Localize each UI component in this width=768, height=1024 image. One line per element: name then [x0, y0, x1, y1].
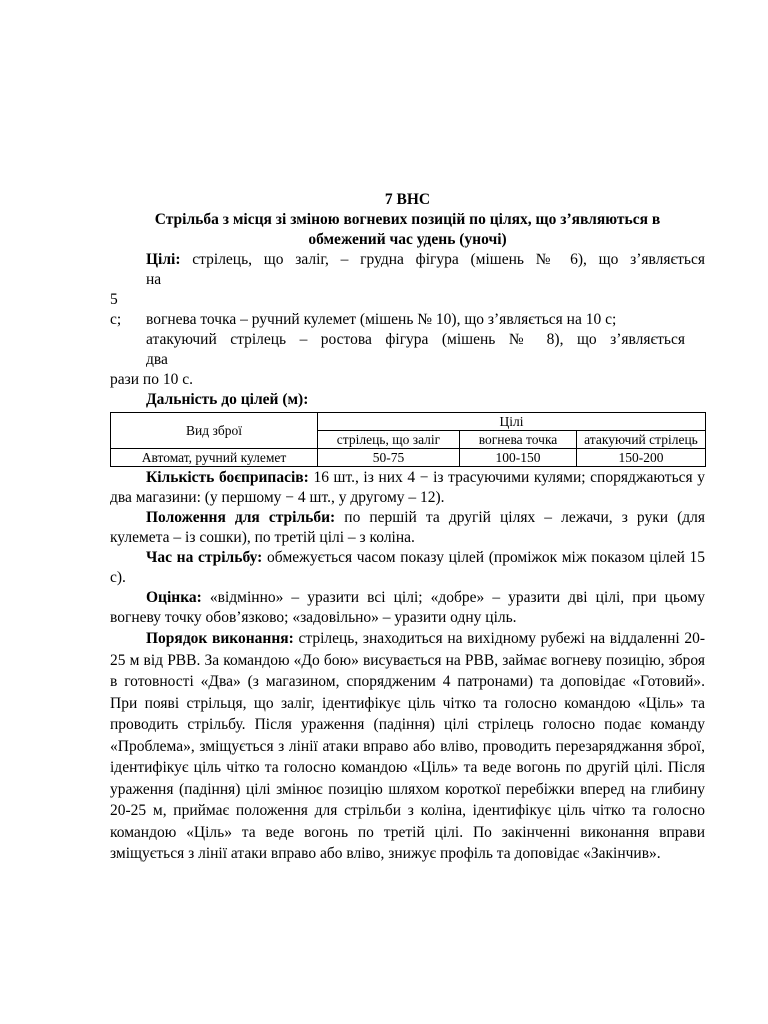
sub-header-1: стрілець, що заліг: [318, 431, 460, 449]
document-page: [110, 190, 705, 865]
targets-line4: рази по 10 с.: [110, 371, 193, 388]
grade-label: Оцінка:: [146, 589, 202, 606]
procedure-label: Порядок виконання:: [146, 630, 294, 647]
ammo-paragraph: [110, 468, 705, 508]
position-label: Положення для стрільби:: [146, 509, 336, 526]
row-value-1: 50-75: [318, 449, 460, 467]
targets-prefix: с;: [110, 311, 122, 328]
targets-line1: [110, 250, 705, 270]
targets-text2: вогнева точка – ручний кулемет (мішень № 10), що з’являється на 10 с;: [146, 311, 617, 328]
procedure-paragraph: [110, 628, 705, 865]
targets-num: 5: [110, 291, 118, 308]
grade-paragraph: [110, 588, 705, 628]
position-paragraph: [110, 508, 705, 548]
exercise-title-line2: обмежений час удень (уночі): [308, 231, 507, 248]
targets-line2: [110, 310, 705, 330]
targets-label: Цілі:: [146, 251, 181, 268]
time-text: обмежується часом показу цілей (проміжок між показом цілей 15 с).: [110, 549, 706, 586]
procedure-text: стрілець, знаходиться на вихідному рубежі на віддаленні 20-25 м від РВВ. За командою «До бою» висувається на РВВ, займає вогневу позицію, зброя в готовності «Два» (з магазином, спорядженим 4 патронами) та доповідає «Готовий». При появі стрільця, що заліг, ідентифікує ціль чітко та голосно командою «Ціль» та проводить стрільбу. Після ураження (падіння) цілі стрілець голосно подає команду «Проблема», зміщується з лінії атаки вправо або вліво, проводить перезаряджання зброї, ідентифікує ціль чітко та голосно командою «Ціль» та веде вогонь по другій цілі. Після ураження (падіння) цілі змінює позицію шляхом короткої перебіжки вперед на глибину 20-25 м, приймає положення для стрільби з коліна, ідентифікує ціль чітко та голосно командою «Ціль» та веде вогонь по третій цілі. По закінченні виконання вправи зміщується з лінії атаки вправо або вліво, знижує профіль та доповідає «Закінчив».: [110, 630, 706, 862]
ammo-text: 16 шт., із них 4 − із трасуючими кулями; споряджаються у два магазини: (у першому − 4 шт., у другому – 12).: [110, 469, 705, 506]
row-weapon: Автомат, ручний кулемет: [111, 449, 318, 467]
sub-header-3: атакуючий стрілець: [577, 431, 706, 449]
targets-line3-tail: два: [146, 351, 168, 368]
grade-text: «відмінно» – уразити всі цілі; «добре» – уразити дві цілі, при цьому вогневу точку обов’язково; «задовільно» – уразити одну ціль.: [110, 589, 705, 626]
col-weapon-header: Вид зброї: [111, 413, 318, 449]
time-label: Час на стрільбу:: [146, 549, 263, 566]
sub-header-2: вогнева точка: [460, 431, 577, 449]
targets-line1-tail: на: [146, 271, 162, 288]
distance-label: Дальність до цілей (м):: [146, 391, 309, 408]
col-targets-header: Цілі: [318, 413, 706, 431]
ammo-label: Кількість боєприпасів:: [146, 469, 309, 486]
distance-table: [110, 412, 706, 467]
row-value-2: 100-150: [460, 449, 577, 467]
position-text: по першій та другій цілях – лежачи, з руки (для кулемета – із сошки), по третій цілі – з коліна.: [110, 509, 705, 546]
exercise-number: 7 ВНС: [384, 191, 431, 208]
targets-line3: атакуючий стрілець – ростова фігура (мішень № 8), що з’являється: [146, 331, 685, 348]
exercise-title-line1: Стрільба з місця зі зміною вогневих позицій по цілях, що з’являються в: [154, 211, 661, 228]
row-value-3: 150-200: [577, 449, 706, 467]
targets-text1: стрілець, що заліг, – грудна фігура (мішень № 6), що з’являється: [192, 251, 706, 268]
time-paragraph: [110, 548, 705, 588]
